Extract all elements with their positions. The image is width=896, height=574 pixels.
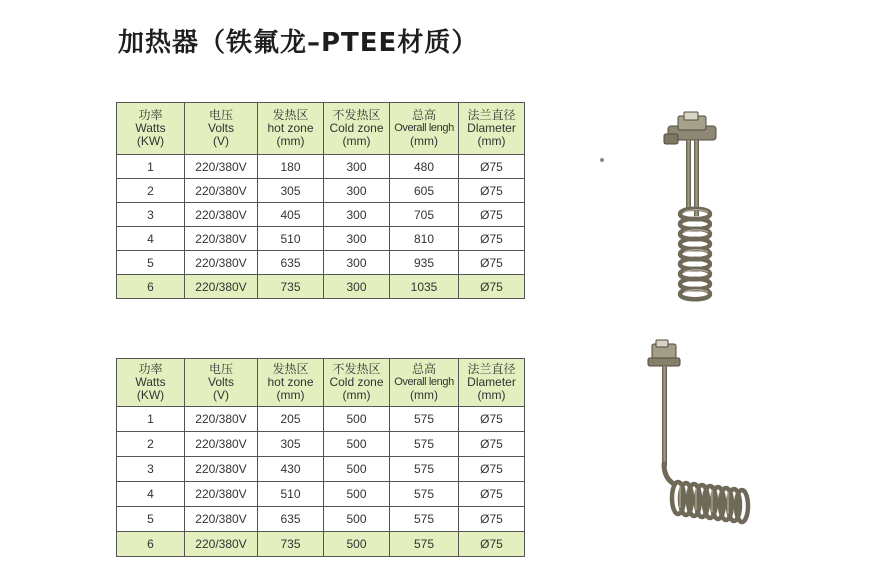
cell-watts: 1 [117, 407, 185, 432]
page-title: 加热器（铁氟龙–PTEE材质） [118, 28, 479, 58]
cell-hot-zone: 205 [258, 407, 324, 432]
header-overall-length: 总高 Overall lengh (mm) [390, 359, 459, 407]
cell-hot-zone: 635 [258, 507, 324, 532]
header-hot-zone: 发热区 hot zone (mm) [258, 103, 324, 155]
cell-diameter: Ø75 [459, 275, 525, 299]
cell-overall-length: 705 [390, 203, 459, 227]
header-watts: 功率 Watts (KW) [117, 103, 185, 155]
cell-watts: 3 [117, 203, 185, 227]
cell-cold-zone: 500 [324, 457, 390, 482]
cell-volts: 220/380V [185, 155, 258, 179]
cell-overall-length: 1035 [390, 275, 459, 299]
cell-volts: 220/380V [185, 432, 258, 457]
cell-cold-zone: 500 [324, 532, 390, 557]
cell-diameter: Ø75 [459, 155, 525, 179]
cell-overall-length: 575 [390, 532, 459, 557]
cell-volts: 220/380V [185, 507, 258, 532]
header-cold-zone: 不发热区 Cold zone (mm) [324, 103, 390, 155]
cell-overall-length: 575 [390, 507, 459, 532]
cell-cold-zone: 300 [324, 155, 390, 179]
cell-hot-zone: 180 [258, 155, 324, 179]
cell-diameter: Ø75 [459, 432, 525, 457]
header-diameter: 法兰直径 Dlameter (mm) [459, 359, 525, 407]
table-row [117, 179, 525, 203]
spec-table-bent-heater [116, 358, 525, 557]
cell-overall-length: 575 [390, 457, 459, 482]
table-row [117, 482, 525, 507]
cell-watts: 4 [117, 482, 185, 507]
header-volts: 电压 Volts (V) [185, 103, 258, 155]
table-row [117, 155, 525, 179]
cell-volts: 220/380V [185, 457, 258, 482]
header-diameter: 法兰直径 Dlameter (mm) [459, 103, 525, 155]
cell-cold-zone: 300 [324, 251, 390, 275]
cell-diameter: Ø75 [459, 227, 525, 251]
table-row-highlighted [117, 532, 525, 557]
header-volts: 电压 Volts (V) [185, 359, 258, 407]
cell-volts: 220/380V [185, 482, 258, 507]
cell-diameter: Ø75 [459, 507, 525, 532]
cell-overall-length: 575 [390, 407, 459, 432]
cell-volts: 220/380V [185, 275, 258, 299]
cell-watts: 2 [117, 432, 185, 457]
cell-watts: 1 [117, 155, 185, 179]
cell-volts: 220/380V [185, 203, 258, 227]
cell-volts: 220/380V [185, 251, 258, 275]
cell-diameter: Ø75 [459, 457, 525, 482]
cell-overall-length: 575 [390, 482, 459, 507]
table-row [117, 227, 525, 251]
cell-overall-length: 480 [390, 155, 459, 179]
cell-volts: 220/380V [185, 532, 258, 557]
cell-hot-zone: 510 [258, 482, 324, 507]
header-hot-zone: 发热区 hot zone (mm) [258, 359, 324, 407]
cell-cold-zone: 300 [324, 179, 390, 203]
table-row [117, 203, 525, 227]
cell-diameter: Ø75 [459, 251, 525, 275]
table-header-row [117, 359, 525, 407]
header-cold-zone: 不发热区 Cold zone (mm) [324, 359, 390, 407]
bent-coil-heater-image [640, 338, 760, 528]
table-row [117, 432, 525, 457]
cell-watts: 6 [117, 275, 185, 299]
cell-overall-length: 810 [390, 227, 459, 251]
cell-overall-length: 935 [390, 251, 459, 275]
cell-diameter: Ø75 [459, 203, 525, 227]
vertical-coil-heater-image [662, 108, 742, 308]
cell-diameter: Ø75 [459, 482, 525, 507]
header-overall-length: 总高 Overall lengh (mm) [390, 103, 459, 155]
cell-cold-zone: 500 [324, 432, 390, 457]
spec-table-straight-heater [116, 102, 525, 299]
header-watts: 功率 Watts (KW) [117, 359, 185, 407]
cell-watts: 2 [117, 179, 185, 203]
cell-overall-length: 605 [390, 179, 459, 203]
cell-cold-zone: 300 [324, 203, 390, 227]
cell-hot-zone: 430 [258, 457, 324, 482]
table-row [117, 457, 525, 482]
cell-hot-zone: 510 [258, 227, 324, 251]
cell-hot-zone: 305 [258, 432, 324, 457]
cell-hot-zone: 735 [258, 275, 324, 299]
cell-diameter: Ø75 [459, 179, 525, 203]
cell-hot-zone: 305 [258, 179, 324, 203]
table-row [117, 251, 525, 275]
cell-volts: 220/380V [185, 407, 258, 432]
cell-cold-zone: 500 [324, 507, 390, 532]
table-row [117, 507, 525, 532]
cell-volts: 220/380V [185, 179, 258, 203]
table-header-row [117, 103, 525, 155]
cell-cold-zone: 300 [324, 227, 390, 251]
cell-diameter: Ø75 [459, 407, 525, 432]
cell-hot-zone: 635 [258, 251, 324, 275]
cell-diameter: Ø75 [459, 532, 525, 557]
cell-overall-length: 575 [390, 432, 459, 457]
cell-watts: 6 [117, 532, 185, 557]
cell-cold-zone: 500 [324, 482, 390, 507]
cell-watts: 4 [117, 227, 185, 251]
cell-hot-zone: 405 [258, 203, 324, 227]
cell-watts: 3 [117, 457, 185, 482]
cell-watts: 5 [117, 507, 185, 532]
cell-volts: 220/380V [185, 227, 258, 251]
cell-cold-zone: 300 [324, 275, 390, 299]
cell-hot-zone: 735 [258, 532, 324, 557]
table-row-highlighted [117, 275, 525, 299]
cell-cold-zone: 500 [324, 407, 390, 432]
table-row [117, 407, 525, 432]
margin-dots [600, 158, 604, 162]
cell-watts: 5 [117, 251, 185, 275]
